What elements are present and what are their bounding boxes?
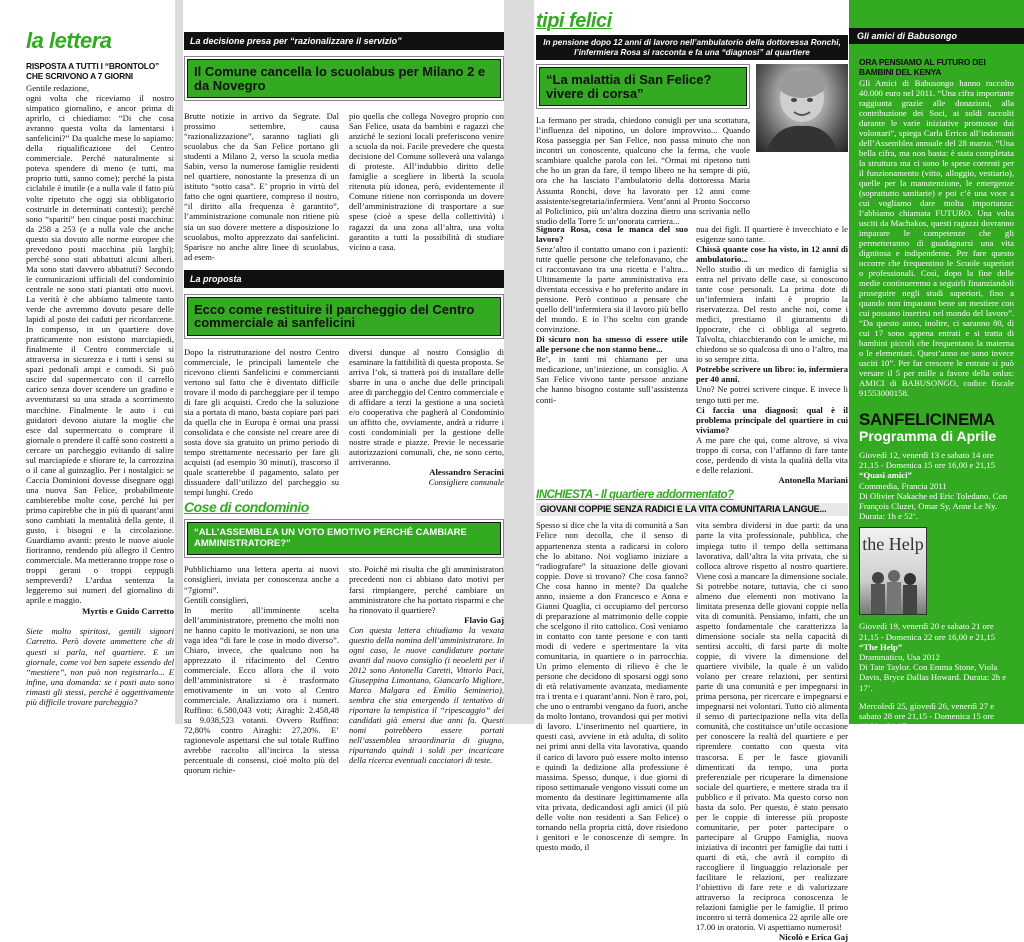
letter-body xyxy=(26,83,174,605)
answer-3: Nello studio di un medico di famiglia si entra nel privato delle case, si conoscono tante cose personali. La prima dote di un’infermiera infatti è proprio la riservatezza. Del resto anche noi, come i medici, prestiamo il giuramento di Ippocrate, che ci obbliga al segreto. Talvolta, chiacchierando con le amiche, mi chiedono se so qualcosa di uno o l’altro, ma io so sempre zitta. xyxy=(696,263,848,365)
feature-intro: La fermano per strada, chiedono consigli per una scottatura, l’influenza del nipotino, un dolore improvviso... Quando Rosa passeggia per San Felice, non passa minuto che non incontri un conoscente, qualcuno che la ferma, che vuole scambiare qualche parola con lei. “Ormai mi ripetono tutti che ho un gran da fare, il tempo libero ne ha sempre di più, ora che ha lasciato l’ambulatorio della dottoressa Maria Assunta Ronchi, dove ha lavorato per 12 anni come assistente/segretaria/infermiera. Vent’anni al Pronto Soccorso al Policlinico, più un’altra dozzina dietro una scrivania nello studio della Torre 5: un’onorata carriera... xyxy=(536,115,750,226)
cinema-subtitle: Programma di Aprile xyxy=(859,428,997,444)
letter-column xyxy=(26,0,174,724)
question-2: Di sicuro non ha smesso di essere utile alle persone che non stanno bene... xyxy=(536,334,688,355)
article-parcheggio-col-a: Dopo la ristrutturazione del nostro Centro commerciale, le principali lamentele che ricevono clienti Sanfelicini e commercianti vertono sul fatto che è diventato difficile trovare il modo di parcheggiare per il tempo di fare gli acquisti. Credo che la soluzione sia a portata di mano, basta copiare pari pari da quella che in Europa è ormai una prassi consolidata e che consiste nel creare aree di sosta dove sia gratuito un primo periodo di tempo strettamente necessario per fare gli acquisti (ad esempio 30 minuti), trascorso il quale scatterebbe il pagamento, salato per dissuadere dall’utilizzo del parcheggio su tempi lunghi. Credo xyxy=(184,346,339,498)
answer-5: A me pare che qui, come altrove, si viva troppo di corsa, con l’affanno di fare tante cose, perdendo di vista la qualità della vita e delle relazioni. xyxy=(696,434,848,475)
feature-headline-frame xyxy=(536,64,750,109)
section-title-la-lettera: la lettera xyxy=(26,28,112,53)
film-the-help xyxy=(859,621,1014,692)
sidebar-column xyxy=(849,0,1024,783)
inchiesta-article xyxy=(536,520,848,942)
answer-1: Senz’altro il contatto umano con i pazienti: tutte quelle persone che telefonavano, che ci raccontavano tra una ricetta e l’altra... Ultimamente la parte amministrativa era diventata eccessiva e ho preferito andare in pensione. Però continuo a pensare che quello dell’infermiera sia il lavoro più bello del mondo. E io l’ho scelto con grande convinzione. xyxy=(536,243,688,335)
babusongo-body: Gli Amici di Babusongo hanno raccolto 40.000 euro nel 2011. “Una cifra importante raggiunta grazie alle donazioni, alla contribuzione dei Soci, ai soldi raccolti durante le varie iniziative promosse dai volontari”, spiega Carla Errico all’indomani dell’Assemblea annuale del 28 marzo. “Una bella cifra, ma non basta: è stata completata la struttura ma ci sono le spese correnti per il funzionamento (vitto, alloggio, vestiario), quelle per la manutenzione, le emergenze (soprattutto sanitarie) e poi c’è una voce a cui vogliamo dare molta importanza: l’abbiamo chiamata FUTURO. Una volta usciti da Machakos, questi ragazzi dovranno imparare le competenze che gli permetteranno di guadagnarsi una vita dignitosa e indipendente. Per fare questo occorre che frequentino le Scuole superiori o professionali. Così, dopo la fine delle medie continueremo a seguirli finanziandoli proseguire negli studi superiori, fino a quando non imparano bene un mestiere con cui possano inserirsi nel mondo del lavoro”. “Da questo anno, inoltre, ci saranno 80, di cui 17 sono appena entrati e si tratta di bambini piccoli che frequentano la materna o le elementari. Quest’anno ne sono invece usciti 10”. Per far crescere le entrate si può versare il 5 per mille a favore della onlus: AMICI di BABUSONGO, codice fiscale 91553000158. xyxy=(859,78,1014,398)
feature-signature: Antonella Mariani xyxy=(778,474,848,485)
letter-signature: Myrtis e Guido Carretto xyxy=(82,606,174,617)
article-assemblea-text: sto. Poiché mi risulta che gli amministratori precedenti non ci abbiano dato motivi per farsi rimpiangere, perché cambiare un amministratore che ha portato risparmi e che ha rinnovato il quartiere? xyxy=(349,564,504,615)
article-parcheggio-col-b xyxy=(349,347,504,498)
portrait-illustration xyxy=(756,64,848,152)
article-assemblea-col-b xyxy=(349,564,504,775)
headline-scuolabus: Il Comune cancella lo scuolabus per Milano 2 e da Novegro xyxy=(187,59,501,98)
film-1-dates: Giovedì 12, venerdì 13 e sabato 14 ore 21,15 - Domenica 15 ore 16,00 e 21,15 xyxy=(859,450,996,471)
feature-subhead: In pensione dopo 12 anni di lavoro nell’ambulatorio della dottoressa Ronchi, l’infermiera Rosa si racconta e fa una “diagnosi” al quartiere xyxy=(536,35,848,60)
article-assemblea-signature: Flavio Gaj xyxy=(464,614,504,625)
headline-parcheggio: Ecco come restituire il parcheggio del Centro commerciale ai sanfelicini xyxy=(187,297,501,336)
interview-col-a xyxy=(536,224,688,485)
letter-greeting: Gentile redazione, xyxy=(26,83,89,93)
feature-column xyxy=(536,0,848,942)
center-fold xyxy=(504,0,534,724)
article-scuolabus-col-a: Brutte notizie in arrivo da Segrate. Dal prossimo settembre, causa “razionalizzazione”, saranno tagliati gli scuolabus che da San Felice portano gli studenti a Milano 2, verso la scuola media Sabin, verso la numerose famiglie residenti nel quartiere, nonostante la presenza di un istituto “sotto casa”. E’ proprio in virtù del fatto che ogni quartiere, compreso il nostro, “il diritto alla frequenza è garantito”, l’amministrazione comunale non ritiene più sia un suo dovere mettere a disposizione lo scuolabus, molto apprezzato dai sanfelicini. Sparisce no anche altre linee di scuolabus, ad esem- xyxy=(184,111,339,262)
article-assemblea-col-a: Pubblichiamo una lettera aperta ai nuovi consiglieri, inviata per conoscenza anche a “7giorni”. Gentili consiglieri, In merito all’imminente scelta dell’amministratore, premetto che molti non ne hanno capito le motivazioni, se non una vaga idea “di fare le cose in modo diverso”. Chiaro, invece, che qualcuno non ha apprezzato il rifacimento del Centro commerciale. Ecco allora che il voto dell’amministratore si è trasformato emotivamente in un voto al Centro commerciale. Analizziamo ora i numeri. Ruffino: 6.580,043 voti; Airaghi: 2.458,48 su 9.038,523 votanti. Ovvero Ruffino: 72,80% contro Airaghi: 27,20%. E’ ragionevole aspettarsi che sul totale Ruffino avrebbe raccolto all’incirca la stessa percentuale di consensi, cioè molto più del quorum richie- xyxy=(184,564,339,776)
section-title-inchiesta: INCHIESTA - Il quartiere addormentato? xyxy=(536,488,734,501)
question-5: Ci faccia una diagnosi: qual è il problema principale del quartiere in cui viviamo? xyxy=(696,404,848,435)
interview-col-b xyxy=(696,224,848,485)
inchiesta-col-b xyxy=(696,520,848,942)
article-assemblea-reply: Con questa lettera chiudiamo la vexata questio della nomina dell’amministratore. In ogni caso, le nuove candidature portate avanti dal nuovo consiglio (i neoeletti per il 2012 sono Antonella Caretti, Vittorio Paci, Giuseppina Limontano, Giancarlo Migliore, Marco Malgara ed Emilio Seminerio), sembra che stia emergendo il tentativo di riportare la tempistica il “ripescaggio” dei candidati già emersi due anni fa. Questi nomi potrebbero essere portati nell’assemblea straordinaria di giugno, ripurtando quindi i soldi per incaricare della ricerca eventuali cacciatori di teste. xyxy=(349,624,504,766)
headline-scuolabus-frame xyxy=(184,56,504,101)
letter-reply: Siete molto spiritosi, gentili signori Carretto. Però dovete ammettere che di questi si parla, nel quartiere. E un giornale, come voi ben sapete essendo del “mestiere”, non può non registrarlo... E infine, una domanda: se i posti auto sono rimasti gli stessi, perché è oggettivamente più difficile trovare parcheggio? xyxy=(26,626,174,707)
banner-decisione: La decisione presa per “razionalizzare il servizio” xyxy=(184,32,504,50)
article-scuolabus xyxy=(184,111,504,262)
column-gutter xyxy=(175,0,183,724)
letter-kicker: RISPOSTA A TUTTI I “BRONTOLO” CHE SCRIVONO A 7 GIORNI xyxy=(26,61,160,81)
film-magnifica-presenza xyxy=(859,701,1014,783)
film-3-dates: Mercoledì 25, giovedì 26, venerdì 27 e sabato 28 ore 21,15 - Domenica 15 ore 16,00 e 21,15 xyxy=(859,700,995,732)
feature-interview xyxy=(536,224,848,485)
cinema-title: SANFELICINEMA xyxy=(859,410,995,429)
band-babusongo: Gli amici di Babusongo xyxy=(849,28,1024,44)
question-3: Chissà quante cose ha visto, in 12 anni di ambulatorio... xyxy=(696,243,848,264)
poster-figures-icon xyxy=(860,564,928,614)
answer-2: Be’, in tanti mi chiamano per una medicazione, un’iniezione, un consiglio. A San Felice vivono tante persone anziane che hanno bisogno costante sull’assistenza conti- xyxy=(536,354,688,405)
answer-4: Uno? Ne potrei scrivere cinque. E invece li tengo tutti per me. xyxy=(696,384,848,405)
inchiesta-text: vita sembra dividersi in due parti: da una parte la vita professionale, pubblica, che impiega tutto il tempo della settimana lavorativa, dall’altra la vita privata, che si colloca altrove rispetto al nostro quartiere. Viene così a mancare la dimensione sociale. Si potrebbe notare, tuttavia, che ci sono almeno due elementi non motivano la limitata presenza delle giovani coppie nella vita di comunità. Pensiamo, infatti, che un aspetto fondamentale che caratterizza la dimensione sociale sta nella capacità di sentirsi accolti, di farsi parte di molte coppie, di vivere la dimensione del quartiere vivibile, la quale è un valido volano per creare relazioni, per sentirsi parte di una comunità e per impegnarsi in prima persona, per ricercare e impegnarsi e impegnarsi nei volontari. Tutto ciò alimenta il senso di partecipazione nella vita della comunità, che costituisce un’utile occasione per conoscere la realtà del quartiere e per riprendere contatto con questa vita trascorsa. E per le fasce giovanili dimenticati da tempo, una porta preferenziale per ricuperare la dimensione sociale del quartiere, e mettere strada tra il pubblico e il privato. Ma questo corso non basta da solo. Per questo, è stato pensato per le coppie di interesse più proposte comunitarie, per poter partecipare o partecipare al Gruppo Famiglia, nuova iniziativa di incontri per famiglie dai tutti i quarti di età, che avrà il compito di raccogliere il linguaggio relazionale per facilitare le relazioni, per realizzare l’obiettivo di fare rete e di valorizzare attraverso la reciproca conoscenza le relazioni famiglie per le famiglie. Il primo incontro si terrà domenica 22 aprile alle ore 17.00 in oratorio. Vi aspettiamo numerosi! xyxy=(696,520,848,933)
article-parcheggio-text: diversi dunque al nostro Consiglio di esaminare la fattibilità di questa proposta. Se arriva l’ok, si tratterà poi di installare delle sbarre in una o anche due delle principali aree di parcheggio del Centro commerciale e di affidare a terzi la gestione a una società e/o cooperativa che pagherà al Condominio un affitto che, ovviamente, andrà a ridurre i costi condominiali per la gestione delle nostre strade e piazze. Previe le necessarie autorizzazioni comunali, che, ne sono certo, arriveranno. xyxy=(349,346,504,468)
film-3-title: “Magnifica presenza” xyxy=(859,731,941,742)
question-1: Signora Rosa, cosa le manca del suo lavoro? xyxy=(536,223,688,244)
film-2-info: Drammatico, Usa 2012 Di Tate Taylor. Con Emma Stone, Viola Davis, Bryce Dallas Howard. Durata: 2h e 17’. xyxy=(859,652,1007,693)
section-title-condominio: Cose di condominio xyxy=(184,499,309,516)
film-quasi-amici xyxy=(859,450,1014,521)
inchiesta-signature: Nicolò e Erica Gaj xyxy=(778,932,848,942)
film-2-title: “The Help” xyxy=(859,641,903,652)
banner-proposta: La proposta xyxy=(184,270,504,288)
film-1-title: “Quasi amici” xyxy=(859,470,912,481)
news-column xyxy=(184,0,504,776)
article-assemblea xyxy=(184,564,504,775)
article-parcheggio-role: Consigliere comunale xyxy=(428,477,504,488)
section-title-tipi-felici: tipi felici xyxy=(536,10,612,32)
inchiesta-col-a: Spesso si dice che la vita di comunità a San Felice non decolla, che il senso di appartenenza stenta a radicarsi in coloro che lo abitano. Noi vogliamo iniziare a “radiografare” la situazione delle giovani coppie. Dove si trovano? Che cosa fanno? Che cosa hanno in mente? Da qualche anno, insieme a don Francesco e Anna e Gianni Quaglia, ci occupiamo del percorso di preparazione al matrimonio delle coppie che scelgono il rito cattolico. Così veniamo in contatto con tante persone e con tanti modi di vedere e sperimentare la vita comunitaria, in quartiere o in parrocchia. Un primo elemento di rilievo è che le persone che decidono di sposarsi oggi sono di età relativamente avanzata, mediamente tra i trenta e i quarant’anni. Non è raro, poi, che uno o entrambi vengano da fuori, anche da molto lontano, trovandosi qui per motivi di lavoro. L’inserimento nel quartiere, in questi casi, avviene in età adulta, di solito nei primi anni della vita lavorativa, quando il carico di lavoro può essere molto intenso e quindi la dedizione alla professione è massima. Spesso, dunque, i due giorni di riposo settimanale vengono vissuti come un momento da destinare legittimamente alla vita privata, dedicandosi agli amici (il più delle volte non residenti a San Felice) o tornando nella propria città, dove risiedono i genitori e le conoscenze di sempre. In questo modo, il xyxy=(536,520,688,852)
question-4: Potrebbe scrivere un libro: io, infermiera per 40 anni. xyxy=(696,364,848,385)
article-parcheggio xyxy=(184,347,504,498)
film-3-info: Commedia drammatica, Italia 2012 Di Ferzan Ozpetek. Con Elio Germano, Paola Minaccioni, Beppe Fiorello, Margherita Buy. Durata: 1h e 45’. xyxy=(859,741,997,783)
article-parcheggio-signature: Alessandro Seracini xyxy=(429,467,504,478)
poster-title: the Help xyxy=(862,534,924,555)
letter-text: ogni volta che riceviamo il nostro simpatico giornalino, e ancor prima di aprirlo, ci chiediamo: “Di che cosa avranno questa volta da lamentarsi i sanfelicini?” Da qualche mese lo sapiamo: della riqualificazione del Centro commerciale. Perché naturalmente si poteva spendere di meno (e tutti, ma proprio tutti, sanno come); perché la pista ciclabile è inutile (e a nulla vale il fatto più volte ripetuto che oggi sia obbligatorio costruirle in determinati contesti); perché sono “spariti” ben cinque posti macchina: da 258 a 253 (e a nulla vale che anche questo sia dovuto alle norme europee che prevedono posti macchina più larghi); perché sono stati abbattuti alcuni alberi. Ma sono stati davvero abbattuti? Secondo le comunicazioni ufficiali del condominio centrale ne sono stati piantati otto nuovi. La verità è che abbiamo talmente tanto verde che avremmo dovuto pesare delle lapidi al posto dei caduti per ricordarcene. In compenso, in un quartiere dove pratticamente non esistono marciapiedi, finalmente il Centro commerciale si attraversa in sicurezza e i tutti i sensi su spazi pedonali ampi e comodi. Si può uscire dal supermercato con il carrello carico senza dover scendere un gradino e avventurarsi su una strada a scorrimento macchine. Finalmente le auto i cui guidatori devono aiutare la moglie che esce dal supermercato o comprare il giornale o prendere il caffè sono costretti a cercare un parcheggio evitando di salire sul marciapiede e sfiorare te, la carrozzina o il cane al guinzaglio. Per i nostalgici: se Caccia Dominioni dovesse disegnare oggi una nuova San Felice, probabilmente cambierebbe molte cose, perché lui per primo capirebbe che in più di quarant’anni sono cambiati la mentalità della gente, il gusto, i bisogni e la circolazione. Guardiamo avanti: presto le nuove aiuole fioriranno, rendendo più allegro il Centro commerciale. Ma metteranno troppe rose o troppi gerani o troppi ceppugli sempreverdi? L’ardua sentenza la leggeremo sui numeri del giornalino di aprile e maggio. xyxy=(26,93,174,606)
feature-headline: “La malattia di San Felice? vivere di corsa” xyxy=(539,67,747,106)
answer-2-cont: nua dei figli. Il quartiere è invecchiato e le esigenze sono tante. xyxy=(696,223,848,244)
inchiesta-headline: GIOVANI COPPIE SENZA RADICI E LA VITA COMUNITARIA LANGUE... xyxy=(536,503,848,517)
portrait-photo xyxy=(756,64,848,152)
headline-assemblea: “ALL’ASSEMBLEA UN VOTO EMOTIVO PERCHÉ CAMBIARE AMMINISTRATORE?” xyxy=(187,522,501,555)
film-1-info: Commedia, Francia 2011 Di Olivier Nakache ed Eric Toledano. Con François Cluzet, Omar Sy, Anne Le Ny. Durata: 1h e 52’. xyxy=(859,480,1008,522)
babusongo-kicker: ORA PENSIAMO AL FUTURO DEI BAMBINI DEL KENYA xyxy=(859,57,986,77)
film-2-dates: Giovedì 19, venerdì 20 e sabato 21 ore 21,15 - Domenica 22 ore 16,00 e 21,15 xyxy=(859,621,996,642)
article-scuolabus-col-b: pio quella che collega Novegro proprio con San Felice, usata da bambini e ragazzi che anziché le sezioni locali preferiscono venire a scuola da noi. Facile prevedere che questa decisione del Comune solleverà una valanga di proteste. All’indubbio diritto delle famiglie a scegliere in libertà la scuola ritenuta più idonea, però, evidentemente il Comune ritiene non corrisponda un dovere dell’amministrazione di trasportare a sue spese (cioè a spese della collettività) i ragazzi da una zona all’altra, una volta garantito a tutti la possibilità di studiare vicino a casa. xyxy=(349,111,504,252)
headline-parcheggio-frame xyxy=(184,294,504,339)
feature-header-row xyxy=(536,64,848,226)
film-poster-the-help xyxy=(859,527,927,615)
headline-assemblea-frame xyxy=(184,519,504,558)
